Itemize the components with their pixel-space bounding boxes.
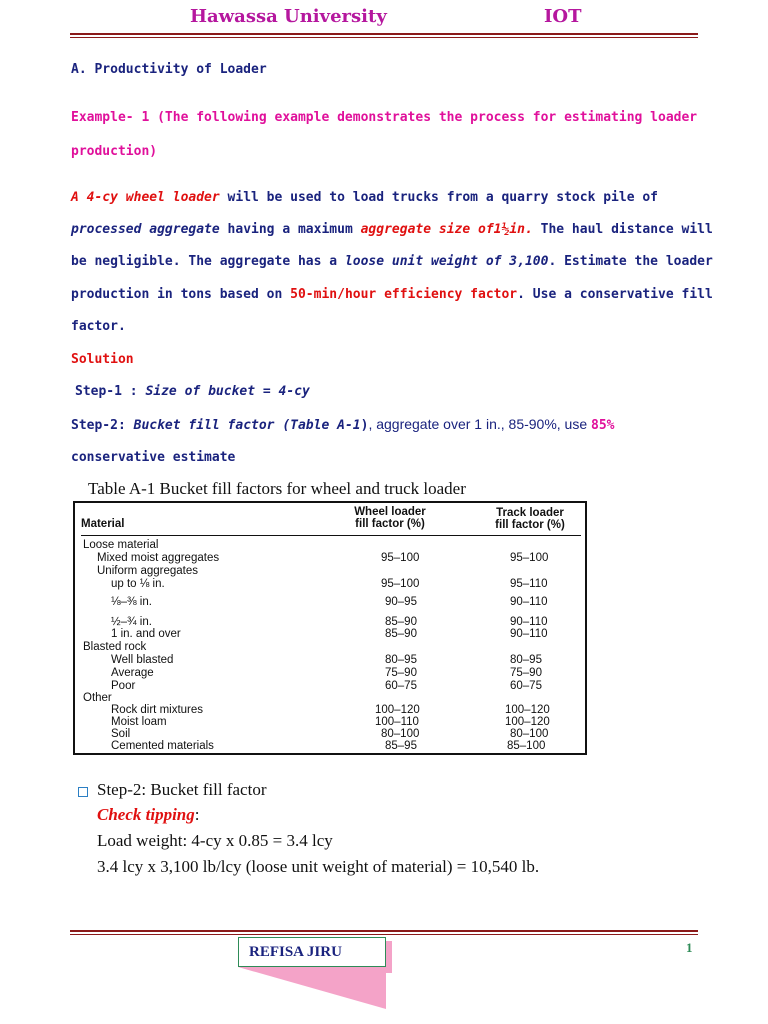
table-row-wheel: 90–95 bbox=[385, 596, 417, 608]
table-row-track: 80–95 bbox=[510, 654, 542, 666]
table-row-material: ½–¾ in. bbox=[111, 616, 152, 628]
table-row-track: 90–110 bbox=[510, 628, 548, 640]
table-header-rule bbox=[81, 535, 581, 536]
table-row-material: Other bbox=[83, 692, 112, 704]
para-line-5: factor. bbox=[71, 319, 126, 334]
table-row-wheel: 80–95 bbox=[385, 654, 417, 666]
step-2-conservative: conservative estimate bbox=[71, 450, 236, 465]
para-text: production in tons based on bbox=[71, 287, 291, 302]
table-row-material: Well blasted bbox=[111, 654, 174, 666]
table-row-material: Blasted rock bbox=[83, 641, 147, 653]
para-line-2 bbox=[71, 222, 713, 237]
page-header bbox=[70, 6, 698, 32]
col-header-material: Material bbox=[81, 518, 125, 530]
table-row-wheel: 100–110 bbox=[375, 716, 419, 728]
step-2-label: Step-2: bbox=[71, 418, 134, 433]
para-text: . Estimate the loader bbox=[548, 254, 713, 269]
table-title: Table A-1 Bucket fill factors for wheel and truck loader bbox=[88, 479, 466, 498]
footer-rule-thin bbox=[70, 934, 698, 935]
table-row-track: 75–90 bbox=[510, 667, 542, 679]
col-header-wheel-2: fill factor (%) bbox=[355, 518, 425, 530]
table-row-material: Loose material bbox=[83, 539, 159, 551]
table-row-track: 95–100 bbox=[510, 552, 549, 564]
step-2-paren: ) bbox=[360, 418, 369, 433]
para-text: The haul distance will bbox=[532, 222, 713, 237]
table-row-material: Cemented materials bbox=[111, 740, 214, 752]
table-row-wheel: 85–90 bbox=[385, 628, 417, 640]
calc-line: 3.4 lcy x 3,100 lb/lcy (loose unit weight of material) = 10,540 lb. bbox=[97, 857, 540, 876]
table-row-material: up to ⅛ in. bbox=[111, 578, 165, 590]
table-row-wheel: 95–100 bbox=[381, 578, 420, 590]
para-text: . Use a conservative fill bbox=[517, 287, 713, 302]
check-tipping-line bbox=[97, 805, 200, 825]
bullet-title: Step-2: Bucket fill factor bbox=[97, 780, 267, 799]
col-header-track-2: fill factor (%) bbox=[495, 519, 565, 531]
para-text: will be used to load trucks from a quarry stock pile of bbox=[219, 190, 659, 205]
solution-label: Solution bbox=[71, 352, 134, 367]
header-rule-thin bbox=[70, 37, 698, 38]
step-1-text: Size of bucket = 4-cy bbox=[145, 384, 310, 399]
table-row-material: Moist loam bbox=[111, 716, 167, 728]
para-text: be negligible. The aggregate has a bbox=[71, 254, 345, 269]
table-row-wheel: 80–100 bbox=[381, 728, 420, 740]
col-header-wheel-1: Wheel loader bbox=[354, 506, 426, 518]
step-2 bbox=[71, 416, 615, 433]
table-row-wheel: 85–90 bbox=[385, 616, 417, 628]
check-tipping-label: Check tipping bbox=[97, 805, 195, 824]
table-row-wheel: 60–75 bbox=[385, 680, 417, 692]
table-row-material: Poor bbox=[111, 680, 136, 692]
table-row-track: 95–110 bbox=[510, 578, 548, 590]
footer-author: REFISA JIRU bbox=[238, 937, 386, 967]
para-line-3 bbox=[71, 254, 713, 269]
footer-box-shadow bbox=[386, 941, 392, 973]
para-line-4 bbox=[71, 287, 713, 302]
table-row-track: 90–110 bbox=[510, 616, 548, 628]
step-1-label: Step-1 : bbox=[75, 384, 146, 399]
table-row-wheel: 85–95 bbox=[385, 740, 417, 752]
table-row-track: 80–100 bbox=[510, 728, 549, 740]
table-row-track: 85–100 bbox=[507, 740, 546, 752]
check-tipping-colon: : bbox=[194, 805, 200, 824]
step-2-text: Bucket fill factor (Table A-1 bbox=[133, 418, 361, 433]
header-university: Hawassa University bbox=[190, 6, 387, 27]
table-row-wheel: 95–100 bbox=[381, 552, 420, 564]
table-row-material: Average bbox=[111, 667, 154, 679]
example-line-2: production) bbox=[71, 144, 158, 159]
table-row-wheel: 100–120 bbox=[375, 704, 420, 716]
step-1 bbox=[75, 384, 310, 399]
table-row-material: 1 in. and over bbox=[111, 628, 181, 640]
table-row-wheel: 75–90 bbox=[385, 667, 417, 679]
table-row-material: Soil bbox=[111, 728, 131, 740]
table-row-track: 100–120 bbox=[505, 704, 550, 716]
square-bullet-icon bbox=[78, 787, 88, 797]
example-line-1: Example- 1 (The following example demonstrates the process for estimating loader bbox=[71, 110, 698, 125]
footer-box-shadow-wedge bbox=[238, 967, 386, 1009]
section-title: A. Productivity of Loader bbox=[71, 62, 267, 77]
processed-aggregate-text: processed aggregate bbox=[71, 222, 220, 237]
para-line-1 bbox=[71, 190, 658, 205]
step-2-detail: , aggregate over 1 in., 85-90%, use bbox=[368, 416, 592, 432]
col-header-track-1: Track loader bbox=[496, 507, 564, 519]
aggregate-size-text: aggregate size of1½in. bbox=[360, 222, 533, 237]
table-row-track: 100–120 bbox=[505, 716, 550, 728]
header-rule bbox=[70, 33, 698, 35]
unit-weight-text: loose unit weight of 3,100 bbox=[344, 254, 549, 269]
wheel-loader-text: A 4-cy wheel loader bbox=[71, 190, 220, 205]
table-row-material: Uniform aggregates bbox=[97, 565, 198, 577]
footer-rule bbox=[70, 930, 698, 932]
table-row-material: ⅛–⅜ in. bbox=[111, 596, 152, 608]
para-text: having a maximum bbox=[219, 222, 361, 237]
page-number: 1 bbox=[686, 940, 693, 955]
load-weight-line: Load weight: 4-cy x 0.85 = 3.4 lcy bbox=[97, 831, 333, 850]
table-row-track: 60–75 bbox=[510, 680, 542, 692]
table-row-track: 90–110 bbox=[510, 596, 548, 608]
fill-factor-table bbox=[73, 501, 587, 755]
table-row-material: Mixed moist aggregates bbox=[97, 552, 220, 564]
efficiency-factor-text: 50-min/hour efficiency factor bbox=[290, 287, 518, 302]
header-institute: IOT bbox=[544, 6, 582, 27]
table-row-material: Rock dirt mixtures bbox=[111, 704, 204, 716]
step-2-value: 85% bbox=[591, 418, 615, 433]
